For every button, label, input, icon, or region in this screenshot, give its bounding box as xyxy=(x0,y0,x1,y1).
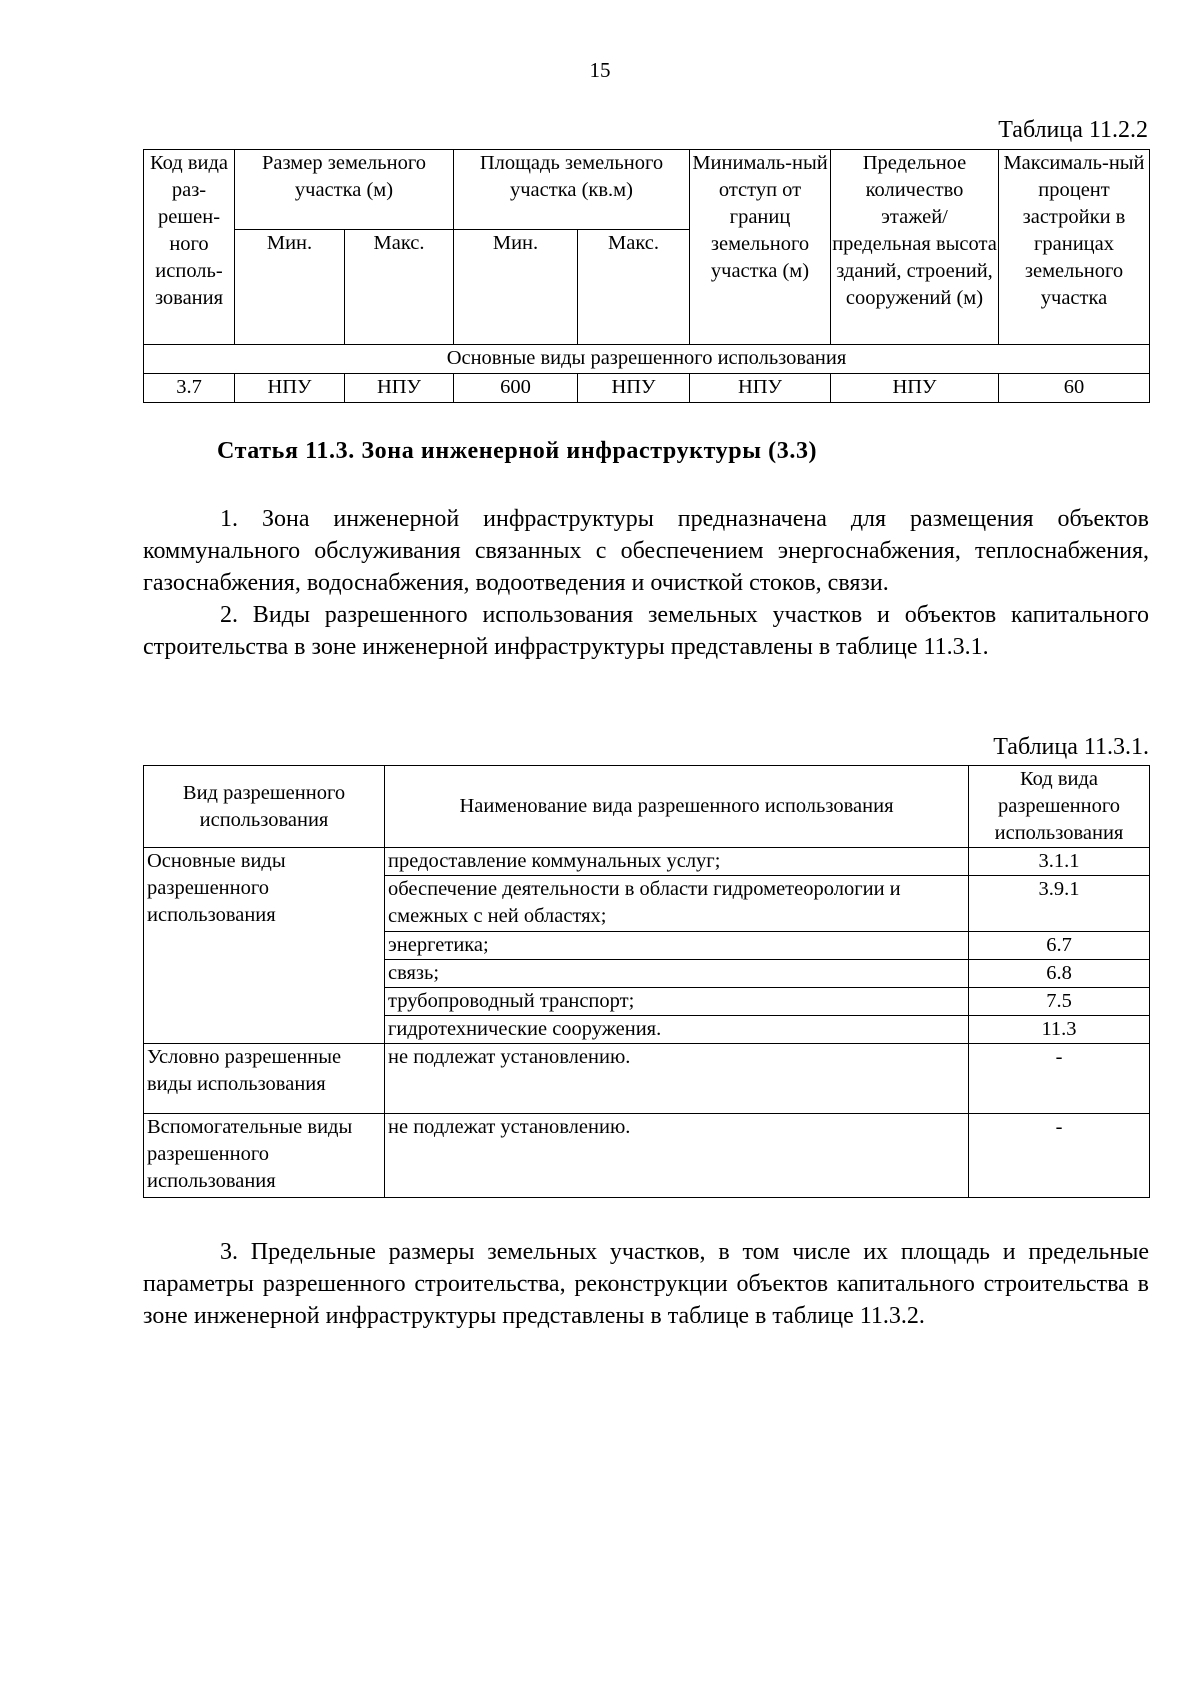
header-code: Код вида разрешенного использования xyxy=(969,766,1150,848)
table-11-2-2 xyxy=(143,149,1150,403)
paragraph-1: 1. Зона инженерной инфраструктуры предназначена для размещения объектов коммунального обслуживания связанных с обеспечением энергоснабжения, теплоснабжения, газоснабжения, водоснабжения, водоотведения и очисткой стоков, связи. xyxy=(143,506,1149,596)
cell-lot-area-min: 600 xyxy=(454,374,578,403)
table-row xyxy=(144,374,1150,403)
cell-max-coverage: 60 xyxy=(999,374,1150,403)
table-row xyxy=(144,1044,1150,1114)
cell-code: 3.9.1 xyxy=(969,876,1150,932)
group-conditional: Условно разрешенные виды использования xyxy=(144,1044,385,1114)
header-type: Вид разрешенного использования xyxy=(144,766,385,848)
cell-name: не подлежат установлению. xyxy=(385,1114,969,1198)
paragraph-3: 3. Предельные размеры земельных участков, в том числе их площадь и предельные параметры разрешенного строительства, реконструкции объектов капитального строительства в зоне инженерной инфраструктуры представлены в таблице в таблице 11.3.2. xyxy=(143,1239,1149,1329)
cell-min-setback: НПУ xyxy=(690,374,831,403)
cell-name: не подлежат установлению. xyxy=(385,1044,969,1114)
header-name: Наименование вида разрешенного использования xyxy=(385,766,969,848)
page-number: 15 xyxy=(589,58,611,82)
group-main: Основные виды разрешенного использования xyxy=(144,848,385,1044)
table-11-3-1-caption: Таблица 11.3.1. xyxy=(993,734,1149,760)
cell-lot-size-max: НПУ xyxy=(345,374,454,403)
cell-name: трубопроводный транспорт; xyxy=(385,988,969,1016)
header-lot-area-max: Макс. xyxy=(578,230,690,345)
cell-lot-area-max: НПУ xyxy=(578,374,690,403)
body-text-1 xyxy=(143,503,1149,663)
cell-name: предоставление коммунальных услуг; xyxy=(385,848,969,876)
cell-name: гидротехнические сооружения. xyxy=(385,1016,969,1044)
cell-code: 6.8 xyxy=(969,960,1150,988)
header-min-setback: Минималь-ный отступ от границ земельного участка (м) xyxy=(690,150,831,345)
table-row xyxy=(144,848,1150,876)
group-auxiliary: Вспомогательные виды разрешенного использования xyxy=(144,1114,385,1198)
cell-name: энергетика; xyxy=(385,932,969,960)
cell-code: 7.5 xyxy=(969,988,1150,1016)
header-max-floors: Предельное количество этажей/ предельная высота зданий, строений, сооружений (м) xyxy=(831,150,999,345)
cell-lot-size-min: НПУ xyxy=(235,374,345,403)
table-row xyxy=(144,1114,1150,1198)
cell-name: связь; xyxy=(385,960,969,988)
table-11-2-2-caption: Таблица 11.2.2 xyxy=(998,117,1148,143)
header-lot-size: Размер земельного участка (м) xyxy=(235,150,454,230)
header-lot-size-max: Макс. xyxy=(345,230,454,345)
cell-name: обеспечение деятельности в области гидрометеорологии и смежных с ней областях; xyxy=(385,876,969,932)
cell-code: - xyxy=(969,1044,1150,1114)
article-heading: Статья 11.3. Зона инженерной инфраструктуры (3.3) xyxy=(217,438,818,464)
cell-max-floors: НПУ xyxy=(831,374,999,403)
header-lot-area-min: Мин. xyxy=(454,230,578,345)
cell-code: - xyxy=(969,1114,1150,1198)
body-text-2 xyxy=(143,1236,1149,1332)
cell-code: 6.7 xyxy=(969,932,1150,960)
header-lot-size-min: Мин. xyxy=(235,230,345,345)
table-11-3-1 xyxy=(143,765,1150,1198)
header-code: Код вида раз-решен-ного исполь-зования xyxy=(144,150,235,345)
paragraph-2: 2. Виды разрешенного использования земельных участков и объектов капитального строительства в зоне инженерной инфраструктуры представлены в таблице 11.3.1. xyxy=(143,602,1149,660)
cell-code: 3.7 xyxy=(144,374,235,403)
section-row: Основные виды разрешенного использования xyxy=(144,345,1150,374)
cell-code: 3.1.1 xyxy=(969,848,1150,876)
header-max-coverage: Максималь-ный процент застройки в границах земельного участка xyxy=(999,150,1150,345)
header-lot-area: Площадь земельного участка (кв.м) xyxy=(454,150,690,230)
cell-code: 11.3 xyxy=(969,1016,1150,1044)
